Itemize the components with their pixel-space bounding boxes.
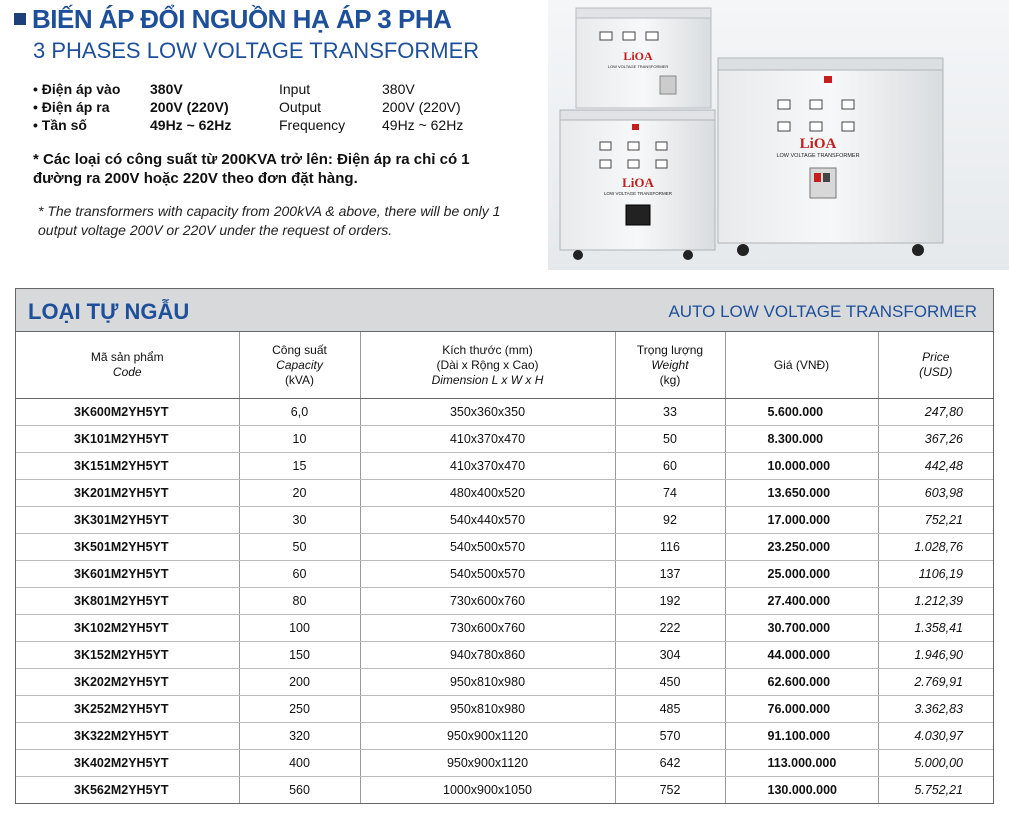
cell-cap: 200 bbox=[239, 669, 360, 696]
cell-dim: 950x900x1120 bbox=[360, 750, 615, 777]
price-table-panel bbox=[15, 288, 994, 804]
header-text: Giá (VNĐ) bbox=[773, 357, 830, 372]
cell-usd: 1.946,90 bbox=[878, 642, 993, 669]
cell-cap: 250 bbox=[239, 696, 360, 723]
cell-dim: 350x360x350 bbox=[360, 399, 615, 426]
cell-wt: 92 bbox=[615, 507, 725, 534]
transformer-medium-front bbox=[560, 110, 715, 260]
table-title-vn: LOẠI TỰ NGẪU bbox=[28, 299, 190, 324]
cell-code: 3K102M2YH5YT bbox=[16, 615, 239, 642]
table-row bbox=[16, 588, 993, 615]
svg-text:LOW VOLTAGE TRANSFORMER: LOW VOLTAGE TRANSFORMER bbox=[776, 153, 860, 159]
header-text: (Dài x Rộng x Cao) bbox=[436, 357, 539, 372]
cell-vnd: 30.700.000 bbox=[725, 615, 878, 642]
spec-label-vn: • Điện áp ra bbox=[33, 98, 150, 116]
transformer-product-photo bbox=[548, 0, 1009, 270]
cell-cap: 100 bbox=[239, 615, 360, 642]
cell-code: 3K152M2YH5YT bbox=[16, 642, 239, 669]
cell-usd: 5.752,21 bbox=[914, 783, 963, 797]
note-en: * The transformers with capacity from 200kVA & above, there will be only 1 output voltage 200V or 220V under the request of orders. bbox=[38, 203, 501, 238]
spec-label-en: Output bbox=[279, 99, 322, 115]
header-text: Mã sản phẩm bbox=[90, 350, 164, 364]
spec-label-en: Frequency bbox=[279, 117, 346, 133]
page-title-en: 3 PHASES LOW VOLTAGE TRANSFORMER bbox=[33, 38, 480, 63]
header-text: Trọng lượng bbox=[636, 342, 704, 357]
cell-wt: 116 bbox=[615, 534, 725, 561]
cell-wt: 50 bbox=[615, 426, 725, 453]
cell-code: 3K402M2YH5YT bbox=[16, 750, 239, 777]
cell-usd: 3.362,83 bbox=[878, 696, 993, 723]
table-row bbox=[16, 399, 993, 426]
cell-usd: 4.030,97 bbox=[878, 723, 993, 750]
col-header-dimension bbox=[360, 332, 615, 399]
spec-value-vn: 200V (220V) bbox=[150, 99, 229, 115]
header-text: Code bbox=[112, 365, 142, 379]
spec-row-frequency bbox=[33, 116, 502, 134]
cell-cap: 60 bbox=[239, 561, 360, 588]
cell-vnd: 27.400.000 bbox=[725, 588, 878, 615]
lioa-logo: LiOA bbox=[623, 49, 653, 63]
spec-value-en: 49Hz ~ 62Hz bbox=[382, 117, 464, 133]
cell-cap: 80 bbox=[239, 588, 360, 615]
table-row bbox=[16, 561, 993, 588]
lioa-logo: LiOA bbox=[799, 136, 837, 152]
cell-cap: 30 bbox=[239, 507, 360, 534]
cell-usd: 5.000,00 bbox=[878, 750, 993, 777]
cell-cap: 6,0 bbox=[239, 399, 360, 426]
table-row bbox=[16, 534, 993, 561]
cell-wt: 33 bbox=[615, 399, 725, 426]
header-text: Weight bbox=[651, 357, 689, 372]
cell-code: 3K202M2YH5YT bbox=[16, 669, 239, 696]
price-table bbox=[16, 332, 993, 803]
cell-cap: 400 bbox=[239, 750, 360, 777]
col-header-weight bbox=[615, 332, 725, 399]
header-text: Kích thước (mm) bbox=[442, 342, 533, 357]
cell-wt: 642 bbox=[615, 750, 725, 777]
cell-wt: 304 bbox=[615, 642, 725, 669]
header-text: Price bbox=[922, 350, 950, 364]
spec-row-input bbox=[33, 80, 502, 98]
table-row bbox=[16, 480, 993, 507]
cell-code: 3K501M2YH5YT bbox=[16, 534, 239, 561]
cell-cap: 10 bbox=[239, 426, 360, 453]
note-vn: * Các loại có công suất từ 200KVA trở lên: Điện áp ra chỉ có 1 đường ra 200V hoặc 220V theo đơn đặt hàng. bbox=[33, 151, 470, 187]
spec-label-en: Input bbox=[279, 81, 311, 97]
svg-text:LOW VOLTAGE TRANSFORMER: LOW VOLTAGE TRANSFORMER bbox=[603, 191, 673, 196]
cell-vnd: 130.000.000 bbox=[725, 777, 878, 804]
spec-value-en: 200V (220V) bbox=[382, 99, 461, 115]
cell-dim: 940x780x860 bbox=[360, 642, 615, 669]
transformer-small-top bbox=[576, 8, 711, 108]
table-row bbox=[16, 615, 993, 642]
cell-dim: 1000x900x1050 bbox=[360, 777, 615, 804]
lioa-logo: LiOA bbox=[622, 175, 654, 190]
table-title-en: AUTO LOW VOLTAGE TRANSFORMER bbox=[668, 302, 977, 321]
cell-dim: 540x440x570 bbox=[360, 507, 615, 534]
cell-usd: 442,48 bbox=[878, 453, 993, 480]
cell-wt: 570 bbox=[615, 723, 725, 750]
cell-cap: 320 bbox=[239, 723, 360, 750]
header-text: (kVA) bbox=[284, 372, 315, 387]
cell-wt: 450 bbox=[615, 669, 725, 696]
cell-vnd: 25.000.000 bbox=[725, 561, 878, 588]
table-row bbox=[16, 426, 993, 453]
cell-wt: 222 bbox=[615, 615, 725, 642]
col-header-capacity bbox=[239, 332, 360, 399]
table-row bbox=[16, 642, 993, 669]
cell-vnd: 44.000.000 bbox=[725, 642, 878, 669]
cell-wt: 74 bbox=[615, 480, 725, 507]
cell-code: 3K600M2YH5YT bbox=[16, 399, 239, 426]
header-text: Dimension L x W x H bbox=[431, 372, 544, 387]
spec-label-vn: • Tần số bbox=[33, 116, 150, 134]
table-row bbox=[16, 723, 993, 750]
cell-code: 3K201M2YH5YT bbox=[16, 480, 239, 507]
cell-vnd: 13.650.000 bbox=[725, 480, 878, 507]
cell-vnd: 8.300.000 bbox=[725, 426, 878, 453]
cell-cap: 560 bbox=[239, 777, 360, 804]
table-title-bar bbox=[16, 289, 993, 332]
table-row bbox=[16, 750, 993, 777]
table-body bbox=[16, 399, 993, 804]
title-vn-text: BIẾN ÁP ĐỔI NGUỒN HẠ ÁP 3 PHA bbox=[32, 4, 452, 34]
cell-code: 3K301M2YH5YT bbox=[16, 507, 239, 534]
spec-value-en: 380V bbox=[382, 81, 415, 97]
table-row bbox=[16, 507, 993, 534]
cell-usd: 1.358,41 bbox=[878, 615, 993, 642]
cell-dim: 410x370x470 bbox=[360, 453, 615, 480]
page-title-vn bbox=[14, 4, 451, 35]
cell-code: 3K562M2YH5YT bbox=[16, 777, 239, 804]
cell-dim: 540x500x570 bbox=[360, 534, 615, 561]
cell-dim: 730x600x760 bbox=[360, 615, 615, 642]
cell-vnd: 17.000.000 bbox=[725, 507, 878, 534]
cell-code: 3K601M2YH5YT bbox=[16, 561, 239, 588]
cell-dim: 730x600x760 bbox=[360, 588, 615, 615]
cell-vnd: 10.000.000 bbox=[725, 453, 878, 480]
spec-row-output bbox=[33, 98, 502, 116]
bullet-square-icon bbox=[14, 13, 26, 25]
header-text: (kg) bbox=[659, 372, 681, 387]
table-header-row bbox=[16, 332, 993, 399]
cell-code: 3K252M2YH5YT bbox=[16, 696, 239, 723]
cell-usd: 752,21 bbox=[878, 507, 993, 534]
table-row bbox=[16, 777, 993, 804]
table-row bbox=[16, 453, 993, 480]
cell-usd: 603,98 bbox=[878, 480, 993, 507]
spec-value-vn: 380V bbox=[150, 81, 183, 97]
cell-vnd: 76.000.000 bbox=[725, 696, 878, 723]
spec-label-vn: • Điện áp vào bbox=[33, 80, 150, 98]
cell-dim: 950x900x1120 bbox=[360, 723, 615, 750]
cell-wt: 485 bbox=[615, 696, 725, 723]
header-text: (USD) bbox=[919, 365, 953, 379]
cell-wt: 60 bbox=[615, 453, 725, 480]
cell-usd: 1.028,76 bbox=[878, 534, 993, 561]
cell-cap: 150 bbox=[239, 642, 360, 669]
cell-vnd: 62.600.000 bbox=[725, 669, 878, 696]
cell-usd: 367,26 bbox=[878, 426, 993, 453]
header-text: Công suất bbox=[272, 342, 327, 357]
col-header-price-usd bbox=[878, 332, 993, 399]
cell-usd: 2.769,91 bbox=[878, 669, 993, 696]
cell-usd: 1106,19 bbox=[878, 561, 993, 588]
cell-vnd: 5.600.000 bbox=[725, 399, 878, 426]
cell-dim: 950x810x980 bbox=[360, 696, 615, 723]
header-text: Capacity bbox=[276, 357, 323, 372]
svg-text:LOW VOLTAGE TRANSFORMER: LOW VOLTAGE TRANSFORMER bbox=[607, 64, 669, 69]
cell-vnd: 113.000.000 bbox=[725, 750, 878, 777]
cell-code: 3K101M2YH5YT bbox=[16, 426, 239, 453]
cell-code: 3K151M2YH5YT bbox=[16, 453, 239, 480]
spec-value-vn: 49Hz ~ 62Hz bbox=[150, 117, 232, 133]
col-header-code bbox=[16, 332, 239, 399]
cell-cap: 50 bbox=[239, 534, 360, 561]
cell-dim: 480x400x520 bbox=[360, 480, 615, 507]
cell-dim: 950x810x980 bbox=[360, 669, 615, 696]
table-row bbox=[16, 669, 993, 696]
spec-list bbox=[33, 80, 502, 134]
col-header-price-vnd bbox=[725, 332, 878, 399]
cell-code: 3K801M2YH5YT bbox=[16, 588, 239, 615]
cell-wt: 752 bbox=[615, 777, 725, 804]
cell-cap: 20 bbox=[239, 480, 360, 507]
cell-usd: 1.212,39 bbox=[878, 588, 993, 615]
cell-wt: 137 bbox=[615, 561, 725, 588]
cell-usd: 247,80 bbox=[878, 399, 993, 426]
cell-cap: 15 bbox=[239, 453, 360, 480]
cell-wt: 192 bbox=[615, 588, 725, 615]
cell-dim: 410x370x470 bbox=[360, 426, 615, 453]
transformer-large bbox=[718, 58, 943, 256]
table-row bbox=[16, 696, 993, 723]
cell-vnd: 91.100.000 bbox=[725, 723, 878, 750]
cell-dim: 540x500x570 bbox=[360, 561, 615, 588]
cell-code: 3K322M2YH5YT bbox=[16, 723, 239, 750]
cell-vnd: 23.250.000 bbox=[725, 534, 878, 561]
